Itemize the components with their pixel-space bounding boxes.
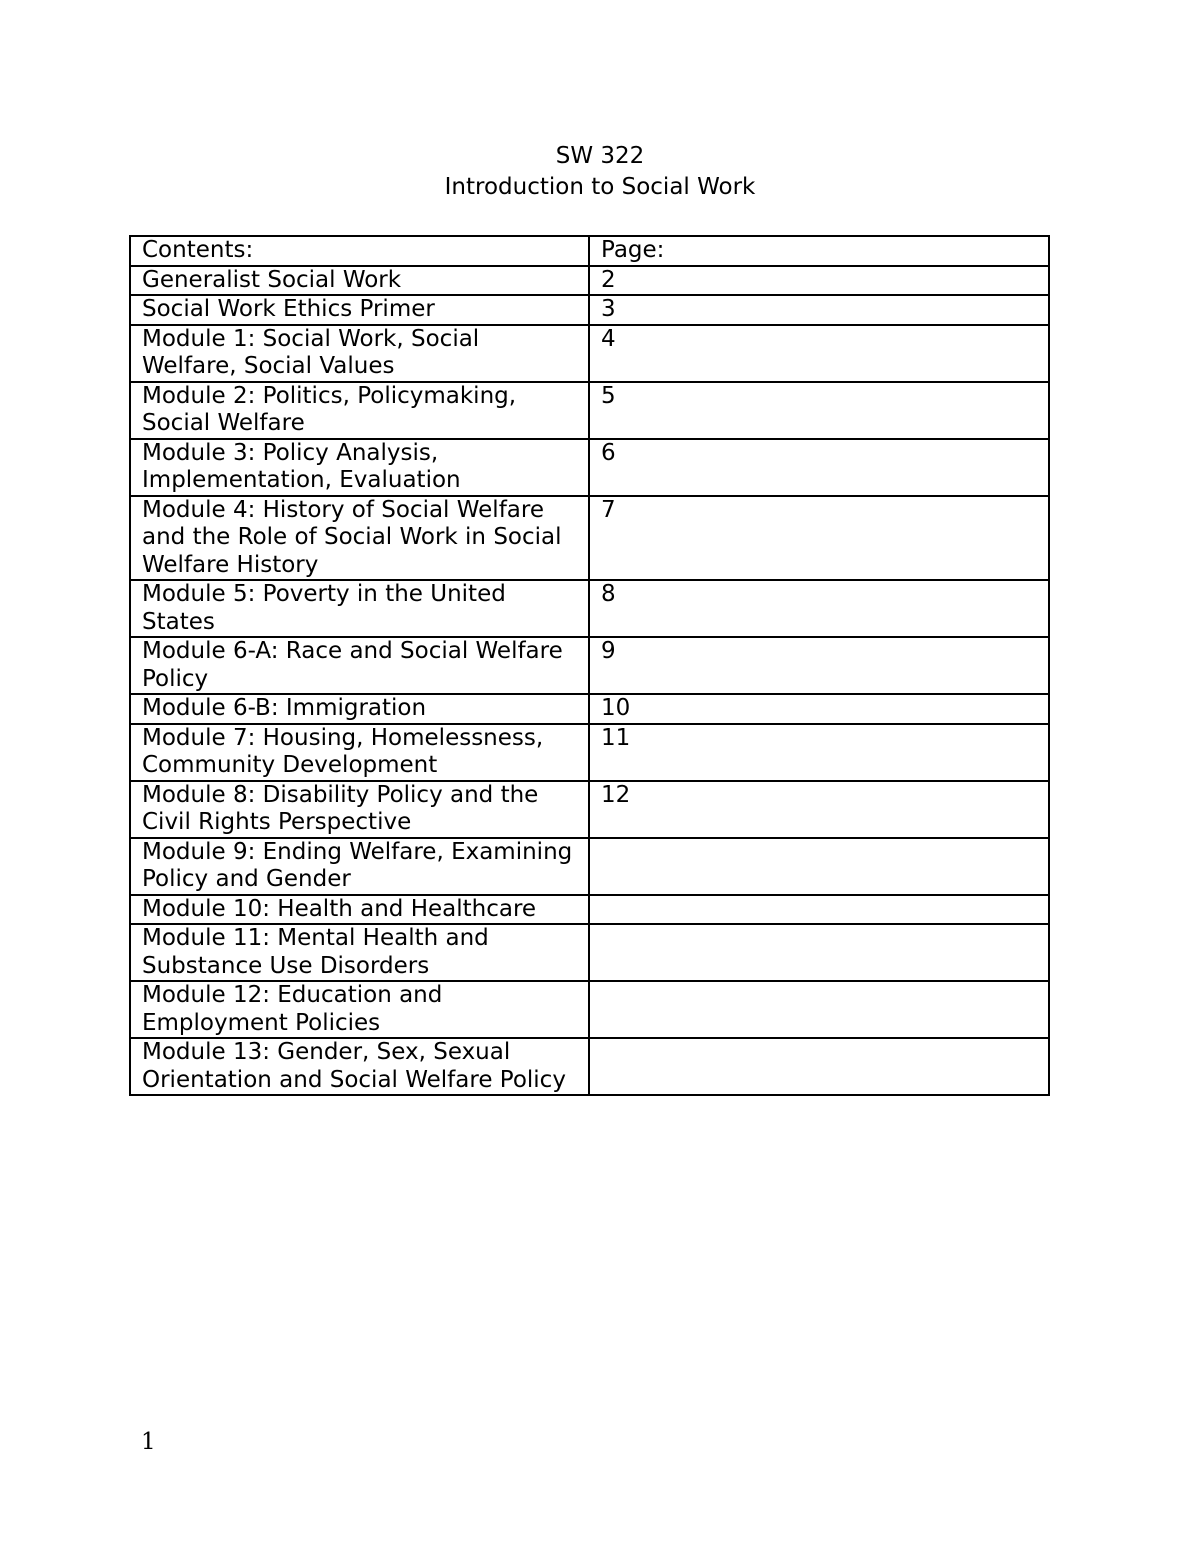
toc-row — [130, 724, 1049, 781]
toc-entry-page: 11 — [589, 724, 1049, 781]
course-code: SW 322 — [555, 143, 645, 169]
toc-entry-title: Module 7: Housing, Homelessness, Community Development — [130, 724, 589, 781]
toc-entry-page — [589, 838, 1049, 895]
toc-entry-page — [589, 895, 1049, 925]
toc-entry-title: Module 9: Ending Welfare, Examining Policy and Gender — [130, 838, 589, 895]
toc-row — [130, 1038, 1049, 1095]
toc-entry-page — [589, 981, 1049, 1038]
toc-row — [130, 580, 1049, 637]
toc-entry-page: 4 — [589, 325, 1049, 382]
toc-entry-title: Module 8: Disability Policy and the Civil Rights Perspective — [130, 781, 589, 838]
toc-entry-title: Module 10: Health and Healthcare — [130, 895, 589, 925]
contents-header: Contents: — [130, 236, 589, 266]
course-title: Introduction to Social Work — [444, 174, 756, 200]
toc-entry-page: 2 — [589, 266, 1049, 296]
toc-row — [130, 981, 1049, 1038]
toc-entry-title: Generalist Social Work — [130, 266, 589, 296]
toc-row — [130, 496, 1049, 581]
toc-entry-title: Module 1: Social Work, Social Welfare, Social Values — [130, 325, 589, 382]
toc-entry-title: Module 11: Mental Health and Substance Use Disorders — [130, 924, 589, 981]
toc-entry-title: Module 13: Gender, Sex, Sexual Orientation and Social Welfare Policy — [130, 1038, 589, 1095]
page-number: 1 — [141, 1429, 156, 1455]
toc-row — [130, 895, 1049, 925]
toc-entry-page: 5 — [589, 382, 1049, 439]
toc-row — [130, 439, 1049, 496]
toc-entry-title: Module 5: Poverty in the United States — [130, 580, 589, 637]
toc-entry-title: Module 6-B: Immigration — [130, 694, 589, 724]
toc-entry-page: 8 — [589, 580, 1049, 637]
table-of-contents — [129, 235, 1050, 1096]
toc-entry-page: 7 — [589, 496, 1049, 581]
toc-row — [130, 781, 1049, 838]
page-header: Page: — [589, 236, 1049, 266]
toc-row — [130, 382, 1049, 439]
toc-entry-title: Module 4: History of Social Welfare and the Role of Social Work in Social Welfare History — [130, 496, 589, 581]
toc-row — [130, 924, 1049, 981]
toc-row — [130, 325, 1049, 382]
toc-row — [130, 266, 1049, 296]
toc-entry-title: Module 2: Politics, Policymaking, Social Welfare — [130, 382, 589, 439]
toc-entry-page: 6 — [589, 439, 1049, 496]
toc-entry-page — [589, 1038, 1049, 1095]
toc-entry-page: 9 — [589, 637, 1049, 694]
toc-entry-title: Module 6-A: Race and Social Welfare Policy — [130, 637, 589, 694]
toc-entry-page: 10 — [589, 694, 1049, 724]
toc-entry-page: 3 — [589, 295, 1049, 325]
toc-entry-page — [589, 924, 1049, 981]
toc-header-row — [130, 236, 1049, 266]
toc-row — [130, 838, 1049, 895]
toc-row — [130, 295, 1049, 325]
toc-row — [130, 694, 1049, 724]
toc-entry-title: Module 12: Education and Employment Policies — [130, 981, 589, 1038]
toc-entry-page: 12 — [589, 781, 1049, 838]
toc-row — [130, 637, 1049, 694]
toc-entry-title: Social Work Ethics Primer — [130, 295, 589, 325]
toc-entry-title: Module 3: Policy Analysis, Implementation, Evaluation — [130, 439, 589, 496]
